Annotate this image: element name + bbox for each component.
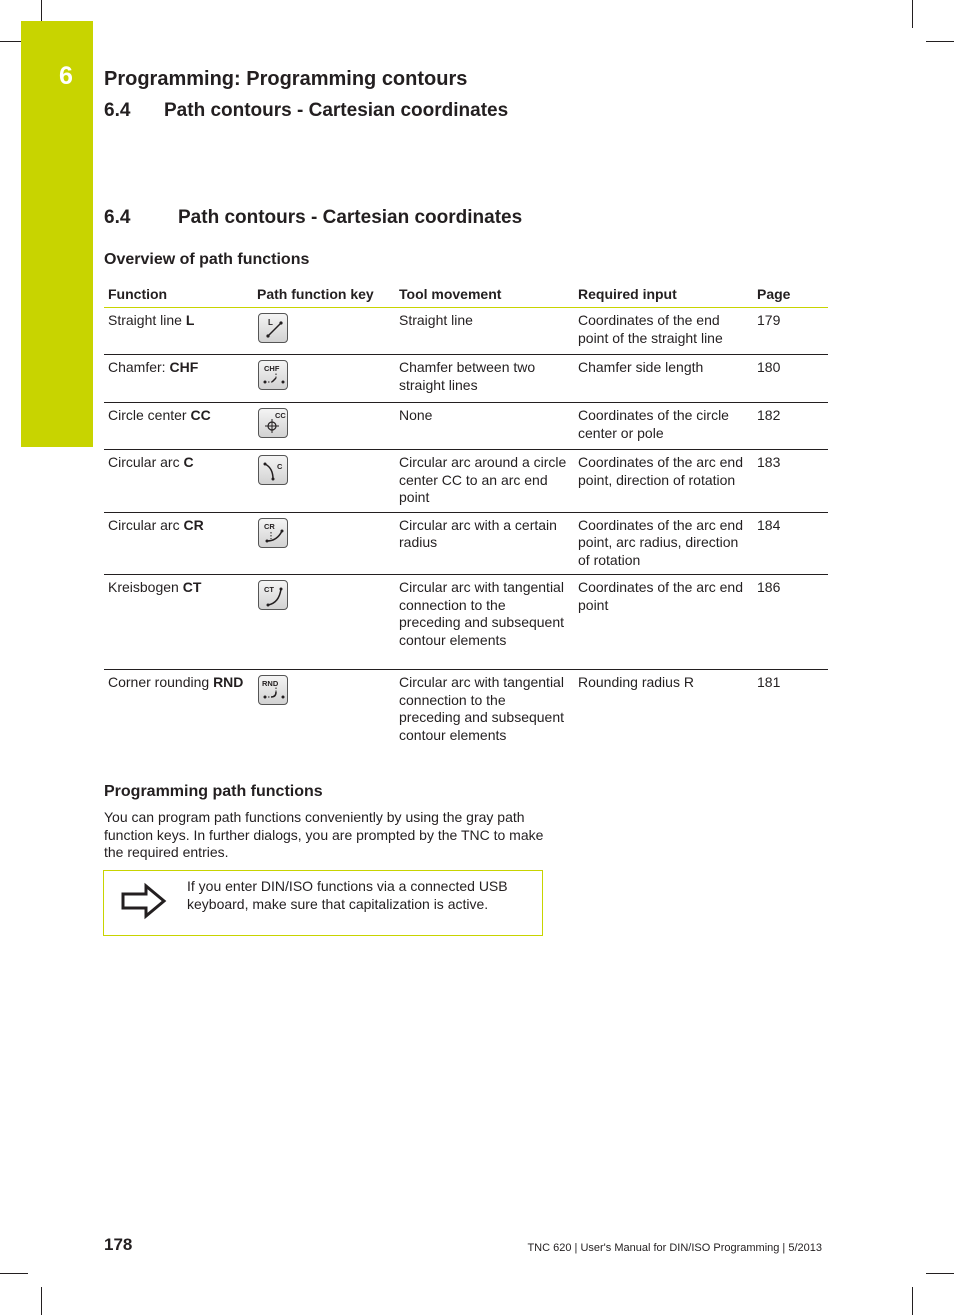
- required-input: Coordinates of the end point of the straight line: [574, 308, 753, 355]
- tool-movement: Circular arc with tangential connection to the preceding and subsequent contour elements: [399, 674, 565, 743]
- path-function-key-cell: [253, 308, 395, 355]
- function-name: Chamfer: CHF: [104, 355, 253, 403]
- table-row: [104, 670, 828, 760]
- path-function-key-cell: [253, 355, 395, 403]
- function-name: Corner rounding RND: [108, 674, 244, 690]
- crop-mark: [912, 1287, 913, 1315]
- section-title: 6.4 Path contours - Cartesian coordinates: [104, 207, 523, 228]
- tool-movement: None: [395, 403, 574, 450]
- note-text: If you enter DIN/ISO functions via a connected USB keyboard, make sure that capitalization is active.: [187, 878, 508, 912]
- required-input: Coordinates of the circle center or pole: [574, 403, 753, 450]
- column-header: Required input: [574, 282, 753, 308]
- table-row: [104, 403, 828, 450]
- page-ref: 181: [757, 674, 781, 690]
- svg-text:CT: CT: [264, 585, 274, 594]
- page-ref: 186: [753, 575, 828, 670]
- required-input: Chamfer side length: [574, 355, 753, 403]
- svg-text:CHF: CHF: [264, 364, 280, 373]
- tool-movement: Straight line: [395, 308, 574, 355]
- crop-mark: [0, 1273, 28, 1274]
- page-ref: 180: [753, 355, 828, 403]
- table-row: [104, 575, 828, 670]
- required-input: Coordinates of the arc end point, direction of rotation: [574, 450, 753, 513]
- svg-text:C: C: [277, 462, 283, 471]
- page-number: 178: [104, 1235, 133, 1254]
- column-header: Function: [104, 282, 253, 308]
- table-header-row: [104, 282, 828, 308]
- path-function-key-cell: [253, 403, 395, 450]
- column-header: Path function key: [253, 282, 395, 308]
- svg-text:RND: RND: [262, 679, 279, 688]
- crop-mark: [926, 41, 954, 42]
- required-input: Rounding radius R: [578, 674, 694, 690]
- column-header: Page: [753, 282, 828, 308]
- function-name: Straight line L: [104, 308, 253, 355]
- programming-paragraph: You can program path functions conveniently by using the gray path function keys. In further dialogs, you are prompted by the TNC to make the required entries.: [104, 809, 544, 860]
- table-row: [104, 308, 828, 355]
- circular-arc-key-icon[interactable]: [258, 455, 288, 485]
- page-ref: 184: [753, 512, 828, 575]
- path-function-key-cell: [253, 450, 395, 513]
- path-function-key-cell: [253, 575, 395, 670]
- function-name: Circular arc CR: [104, 512, 253, 575]
- running-header-chapter: Programming: Programming contours: [104, 68, 468, 90]
- crop-mark: [912, 0, 913, 28]
- path-functions-table: [104, 282, 828, 760]
- function-name: Kreisbogen CT: [104, 575, 253, 670]
- tool-movement: Circular arc with tangential connection to the preceding and subsequent contour elements: [395, 575, 574, 670]
- required-input: Coordinates of the arc end point, arc radius, direction of rotation: [574, 512, 753, 575]
- tool-movement: Chamfer between two straight lines: [395, 355, 574, 403]
- svg-text:L: L: [268, 318, 273, 327]
- tool-movement: Circular arc around a circle center CC to an arc end point: [395, 450, 574, 513]
- straight-line-key-icon[interactable]: [258, 313, 288, 343]
- svg-text:CR: CR: [264, 521, 275, 531]
- table-row: [104, 512, 828, 575]
- page-ref: 183: [753, 450, 828, 513]
- corner-rounding-key-icon[interactable]: [258, 675, 288, 705]
- circular-arc-radius-key-icon[interactable]: [258, 518, 288, 548]
- footer-text: TNC 620 | User's Manual for DIN/ISO Programming | 5/2013: [527, 1242, 822, 1254]
- path-function-key-cell: [253, 512, 395, 575]
- tangential-arc-key-icon[interactable]: [258, 580, 288, 610]
- column-header: Tool movement: [395, 282, 574, 308]
- function-name: Circle center CC: [104, 403, 253, 450]
- arrow-right-icon: [120, 881, 168, 926]
- chapter-tab: [21, 21, 93, 447]
- tool-movement: Circular arc with a certain radius: [395, 512, 574, 575]
- function-name: Circular arc C: [104, 450, 253, 513]
- crop-mark: [41, 1287, 42, 1315]
- note-box: [103, 870, 543, 936]
- running-header-section: 6.4 Path contours - Cartesian coordinates: [104, 100, 509, 121]
- required-input: Coordinates of the arc end point: [574, 575, 753, 670]
- page-ref: 182: [753, 403, 828, 450]
- programming-heading: Programming path functions: [104, 783, 323, 800]
- chapter-number: 6: [59, 62, 73, 90]
- note-divider: [185, 871, 186, 935]
- table-row: [104, 450, 828, 513]
- svg-text:CC: CC: [275, 411, 286, 420]
- crop-mark: [926, 1273, 954, 1274]
- circle-center-key-icon[interactable]: [258, 408, 288, 438]
- chamfer-key-icon[interactable]: [258, 360, 288, 390]
- path-function-key-cell: [253, 670, 395, 760]
- page-ref: 179: [753, 308, 828, 355]
- table-row: [104, 355, 828, 403]
- overview-heading: Overview of path functions: [104, 251, 310, 268]
